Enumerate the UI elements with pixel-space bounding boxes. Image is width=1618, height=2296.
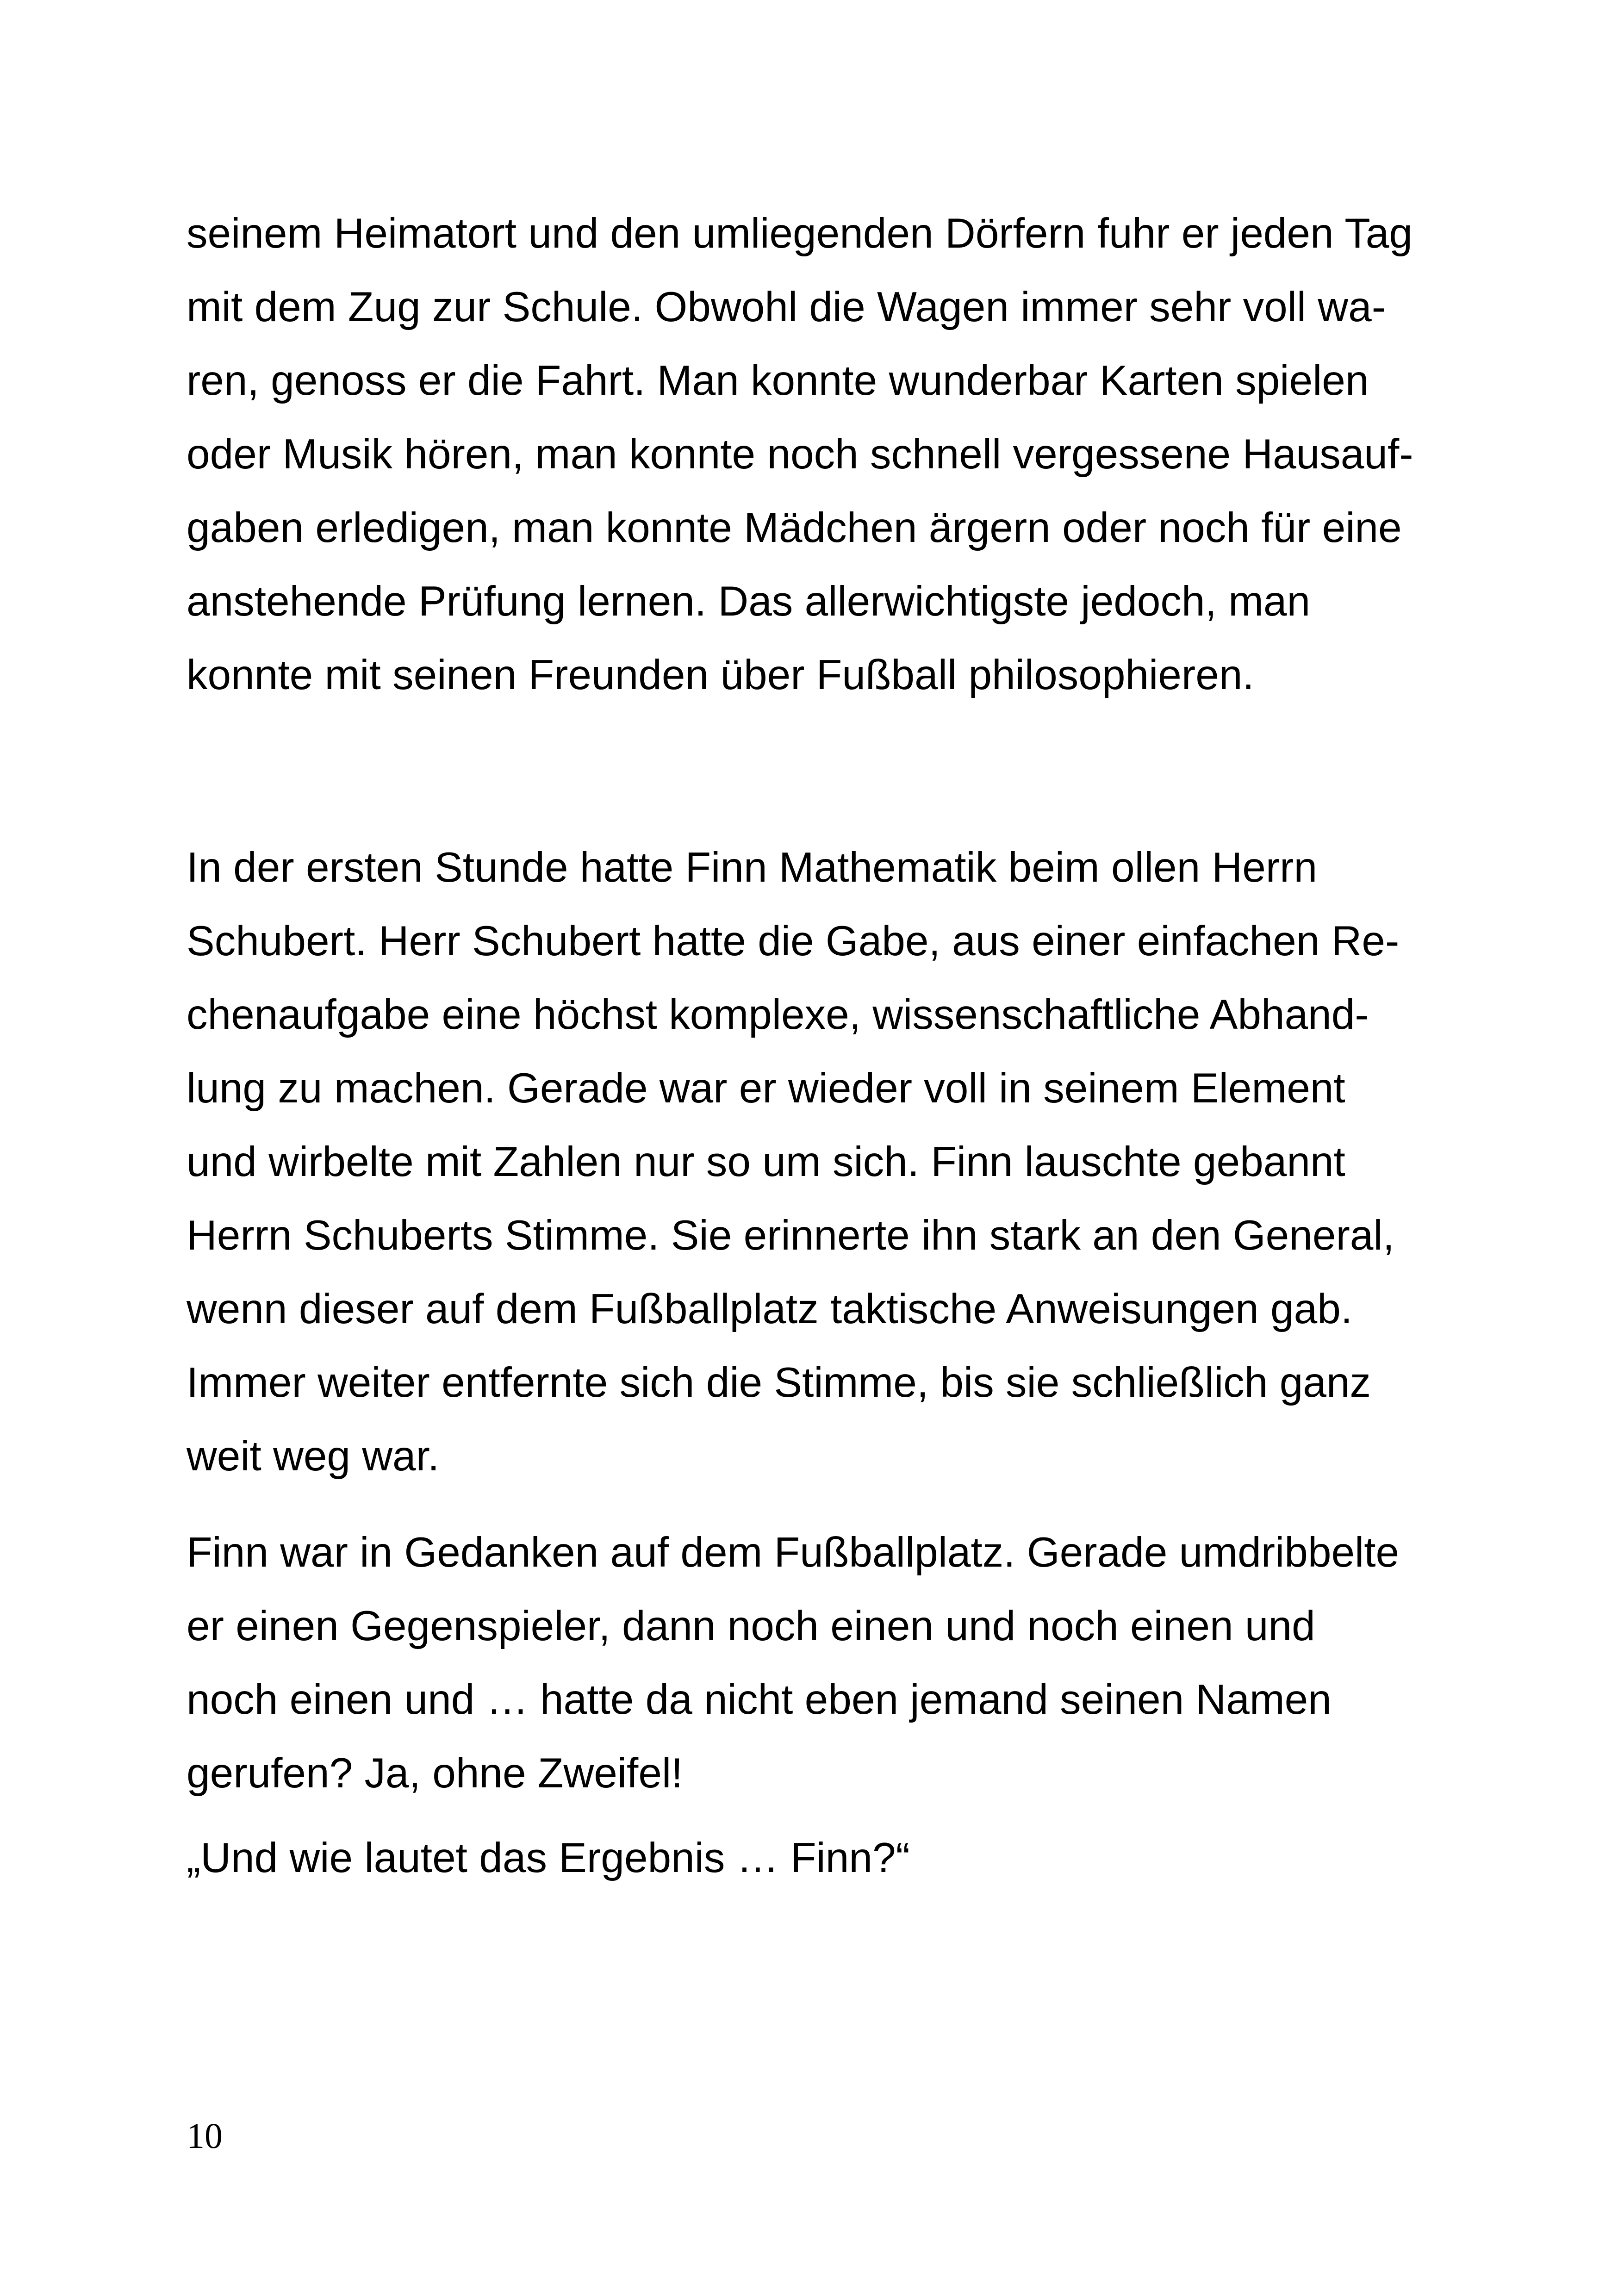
paragraph-math-lesson [187, 831, 1414, 1493]
paragraph-text: Finn war in Gedanken auf dem Fußballplatz. Gerade umdribbelte er einen Gegenspieler, dann noch einen und noch einen und noch einen und … hatte da nicht eben jemand seinen Namen gerufen? Ja, ohne Zweifel! [187, 1529, 1400, 1797]
paragraph-text: „Und wie lautet das Ergebnis … Finn?“ [187, 1835, 910, 1881]
paragraph-daydream [187, 1516, 1414, 1810]
paragraph-text: seinem Heimatort und den umliegenden Dörfern fuhr er jeden Tag mit dem Zug zur Schule. Obwohl die Wagen immer sehr voll wa-ren, genoss er die Fahrt. Man konnte wunderbar Karten spielen oder Musik hören, man konnte noch schnell vergessene Hausauf-gaben erledigen, man konnte Mädchen ärgern oder noch für eine anstehende Prüfung lernen. Das allerwichtigste jedoch, man konnte mit seinen Freunden über Fußball philosophieren. [187, 210, 1413, 698]
paragraph-train-ride [187, 197, 1414, 712]
paragraph-text: In der ersten Stunde hatte Finn Mathematik beim ollen Herrn Schubert. Herr Schubert hatte die Gabe, aus einer einfachen Re-chenaufgabe eine höchst komplexe, wissenschaftliche Abhand-lung zu machen. Gerade war er wieder voll in seinem Element und wirbelte mit Zahlen nur so um sich. Finn lauschte gebannt Herrn Schuberts Stimme. Sie erinnerte ihn stark an den General, wenn dieser auf dem Fußballplatz taktische Anweisungen gab. Immer weiter entfernte sich die Stimme, bis sie schließlich ganz weit weg war. [187, 844, 1400, 1480]
page-number: 10 [187, 2116, 223, 2156]
paragraph-question [187, 1821, 1414, 1895]
